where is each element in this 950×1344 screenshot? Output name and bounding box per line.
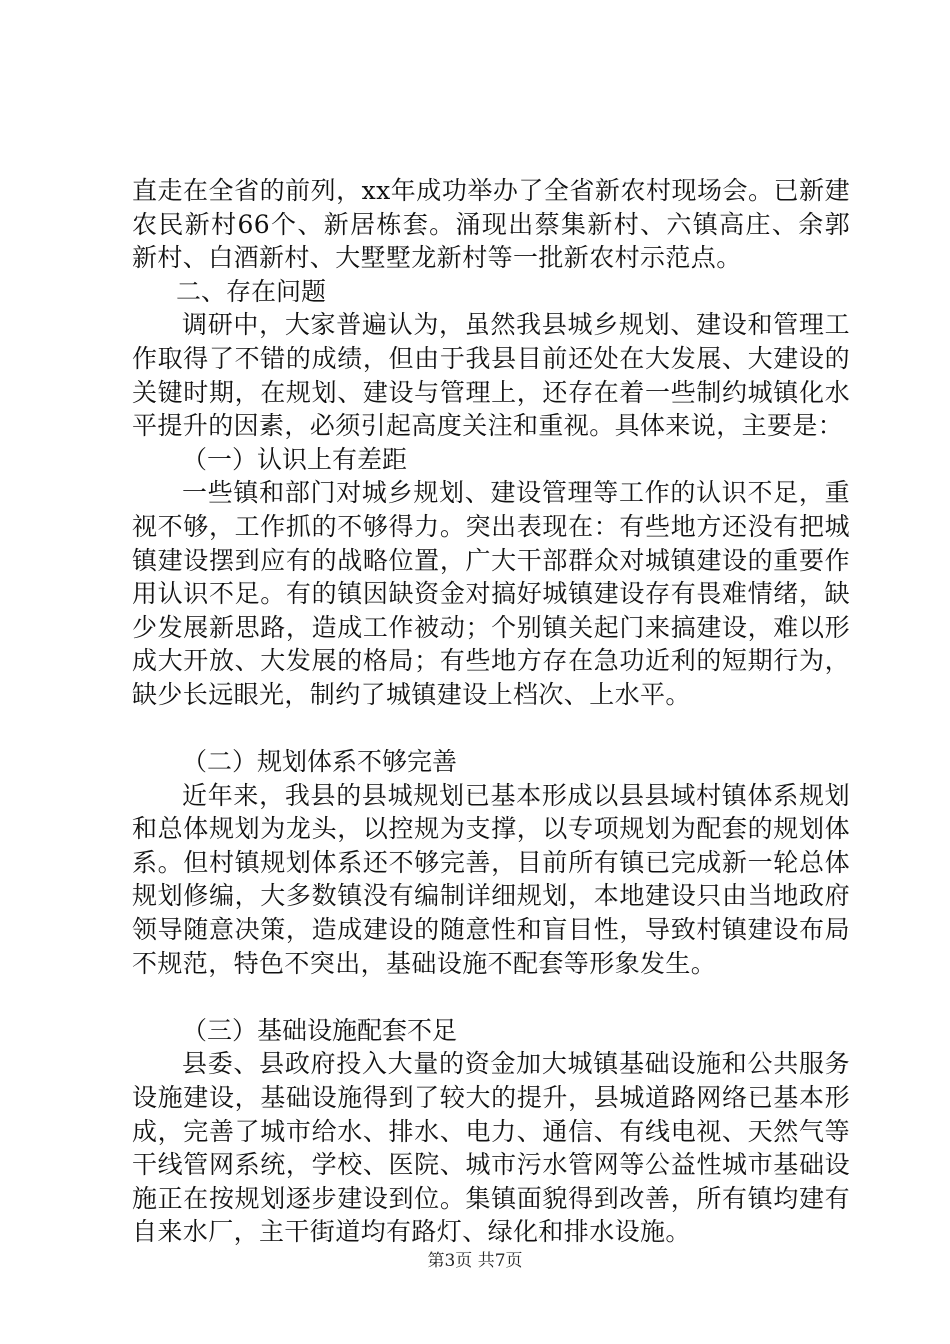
paragraph-spacer — [132, 980, 850, 1014]
document-body — [132, 174, 850, 1249]
paragraph-planning-system: 近年来，我县的县城规划已基本形成以县县域村镇体系规划和总体规划为龙头，以控规为支撑，以专项规划为配套的规划体系。但村镇规划体系还不够完善，目前所有镇已完成新一轮总体规划修编，大多数镇没有编制详细规划，本地建设只由当地政府领导随意决策，造成建设的随意性和盲目性，导致村镇建设布局不规范，特色不突出，基础设施不配套等形象发生。 — [132, 780, 850, 978]
paragraph-continued: 直走在全省的前列，xx年成功举办了全省新农村现场会。已新建农民新村66个、新居栋套。涌现出蔡集新村、六镇高庄、余郭新村、白酒新村、大墅墅龙新村等一批新农村示范点。 — [132, 176, 850, 273]
paragraph-research-findings: 调研中，大家普遍认为，虽然我县城乡规划、建设和管理工作取得了不错的成绩，但由于我县目前还处在大发展、大建设的关键时期，在规划、建设与管理上，还存在着一些制约城镇化水平提升的因素，必须引起高度关注和重视。具体来说，主要是： — [132, 310, 850, 441]
section-heading-problems: 二、存在问题 — [176, 276, 327, 306]
subheading-infrastructure: （三）基础设施配套不足 — [182, 1015, 458, 1045]
subheading-planning-system: （二）规划体系不够完善 — [182, 747, 458, 777]
paragraph-spacer — [132, 712, 850, 746]
paragraph-awareness-gap: 一些镇和部门对城乡规划、建设管理等工作的认识不足，重视不够，工作抓的不够得力。突出表现在：有些地方还没有把城镇建设摆到应有的战略位置，广大干部群众对城镇建设的重要作用认识不足。有的镇因缺资金对搞好城镇建设存有畏难情绪，缺少发展新思路，造成工作被动；个别镇关起门来搞建设，难以形成大开放、大发展的格局；有些地方存在急功近利的短期行为，缺少长远眼光，制约了城镇建设上档次、上水平。 — [132, 478, 850, 709]
paragraph-infrastructure: 县委、县政府投入大量的资金加大城镇基础设施和公共服务设施建设，基础设施得到了较大的提升，县城道路网络已基本形成，完善了城市给水、排水、电力、通信、有线电视、天然气等干线管网系统，学校、医院、城市污水管网等公益性城市基础设施正在按规划逐步建设到位。集镇面貌得到改善，所有镇均建有自来水厂，主干街道均有路灯、绿化和排水设施。 — [132, 1049, 850, 1247]
page-footer: 第3页 共7页 — [427, 1251, 523, 1271]
subheading-awareness-gap: （一）认识上有差距 — [182, 444, 408, 474]
